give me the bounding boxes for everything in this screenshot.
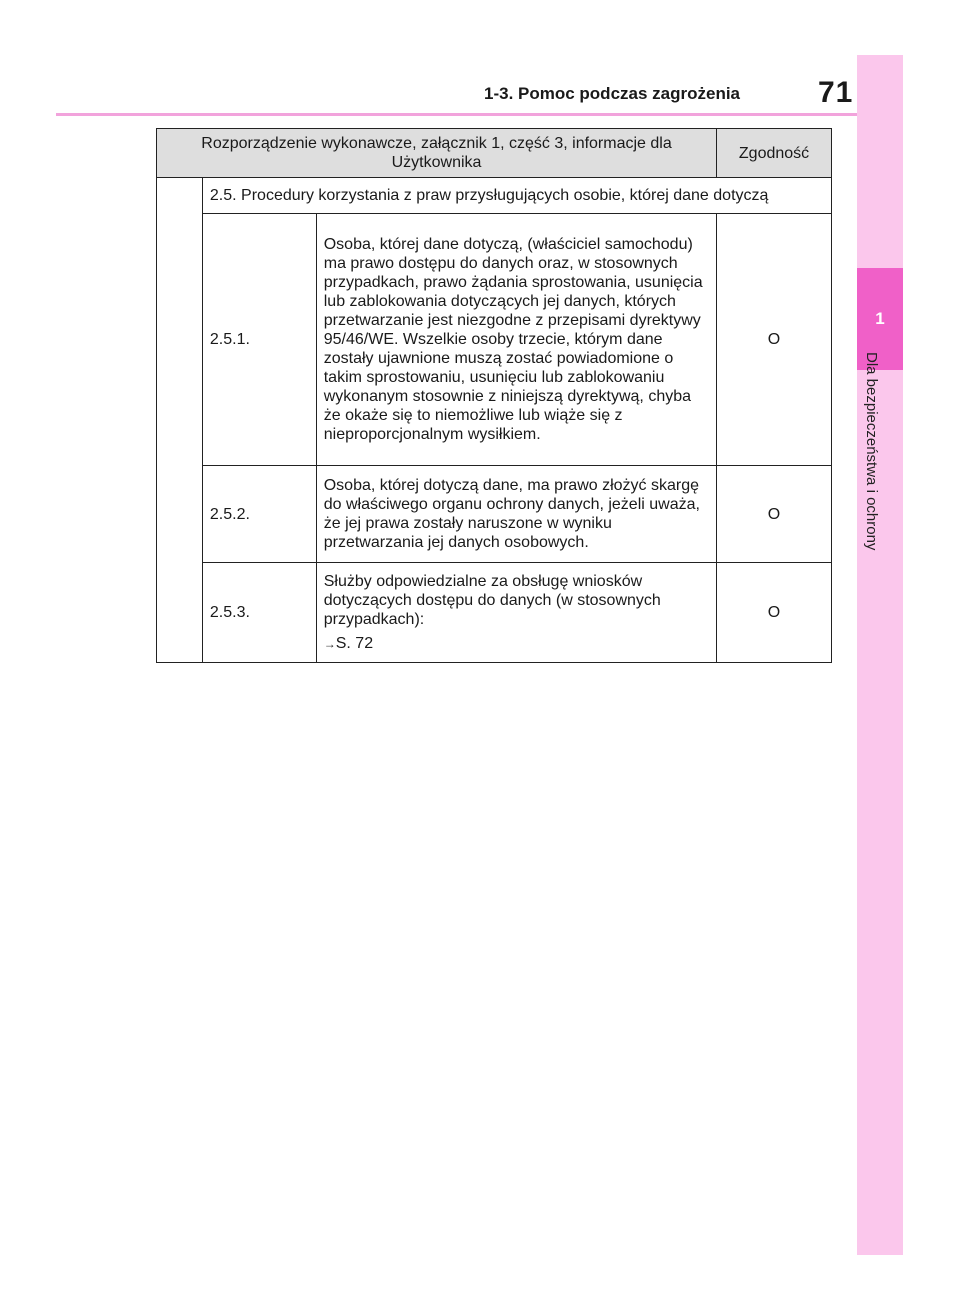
row-text-cell [316,563,716,663]
page-reference[interactable] [324,634,709,654]
regulation-table [156,128,832,663]
section-header-title: 1-3. Pomoc podczas zagrożenia [484,84,741,103]
column-header-regulation: Rozporządzenie wykonawcze, załącznik 1, część 3, informacje dla Użytkownika [157,129,717,178]
page-reference-text: S. 72 [335,634,374,652]
row-number: 2.5.2. [202,466,316,563]
side-tab [857,55,903,1255]
row-compliance: O [717,214,832,466]
row-text: Służby odpowiedzialne za obsługę wniosków dotyczących dostępu do danych (w stosownych przypadkach): [323,572,661,628]
row-text: Osoba, której dane dotyczą, (właściciel samochodu) ma prawo dostępu do danych oraz, w stosownych przypadkach, prawo żądania sprostowania, usunięcia lub zablokowania dotyczących jej danych, których przetwarzanie jest niezgodne z przepisami dyrektywy 95/46/WE. Wszelkie osoby trzecie, którym dane zostały ujawnione muszą zostać powiadomione o takim sprostowaniu, usunięciu lub zablokowaniu wykonanym stosownie z niniejszą dyrektywą, chyba że okaże się to niemożliwe lub wiąże się z nieproporcjonalnym wysiłkiem. [316,214,716,466]
arrow-right-icon: → [323,636,336,651]
page-number: 71 [818,76,854,109]
section-row [157,178,832,214]
indent-cell [157,178,203,663]
table-row [157,214,832,466]
section-title: 2.5. Procedury korzystania z praw przysługujących osobie, której dane dotyczą [202,178,831,214]
row-text: Osoba, której dotyczą dane, ma prawo złożyć skargę do właściwego organu ochrony danych, jeżeli uważa, że jej prawa zostały naruszone w wyniku przetwarzania jej danych osobowych. [316,466,716,563]
row-compliance: O [717,563,832,663]
table-row [157,563,832,663]
header-divider [56,113,857,116]
chapter-label: Dla bezpieczeństwa i ochrony [863,352,880,551]
column-header-compliance: Zgodność [717,129,832,178]
table-row [157,466,832,563]
row-number: 2.5.3. [202,563,316,663]
row-compliance: O [717,466,832,563]
chapter-number-tab[interactable]: 1 [857,268,903,370]
row-number: 2.5.1. [202,214,316,466]
table-header-row [157,129,832,178]
